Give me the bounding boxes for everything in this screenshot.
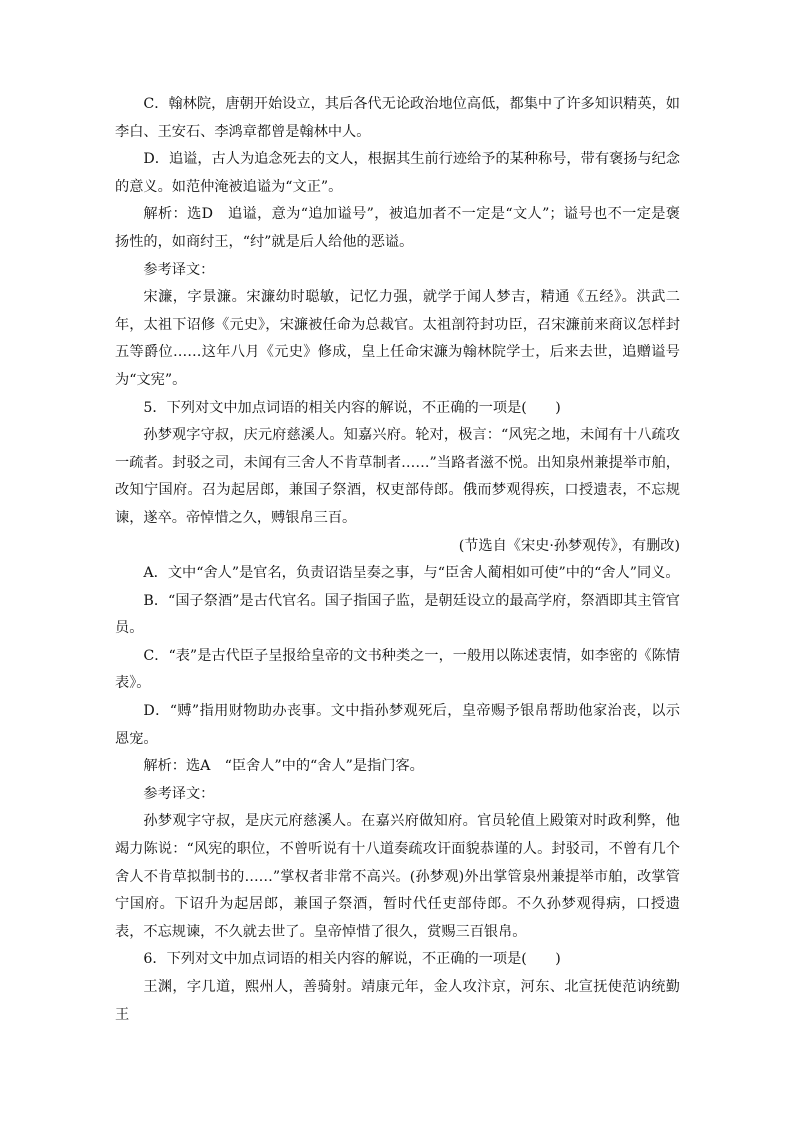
option-c: C．“表”是古代臣子呈报给皇帝的文书种类之一，一般用以陈述衷情，如李密的《陈情表》。 [115, 647, 680, 692]
document-body [115, 91, 680, 1029]
option-c-hanlin: C．翰林院，唐朝开始设立，其后各代无论政治地位高低，都集中了许多知识精英，如李白、王安石、李鸿章都曾是翰林中人。 [115, 96, 680, 140]
option-a: A．文中“舍人”是官名，负责诏诰呈奏之事，与“臣舍人蔺相如可使”中的“舍人”同义。 [143, 565, 680, 582]
translation-paragraph: 孙梦观字守叔，是庆元府慈溪人。在嘉兴府做知府。官员轮值上殿策对时政利弊，他竭力陈说：“风宪的职位，不曾听说有十八道奏疏攻讦面貌恭谨的人。封驳司，不曾有几个舍人不肯草拟制书的……”掌权者非常不高兴。(孙梦观)外出掌管泉州兼提举市舶，改掌管宁国府。下诏升为起居郎，兼国子祭酒，暂时代任吏部侍郎。不久孙梦观得病，口授遗表，不忘规谏，不久就去世了。皇帝悼惜了很久，赏赐三百银帛。 [115, 813, 680, 940]
passage-source: (节选自《宋史·孙梦观传》，有删改) [458, 537, 680, 554]
translation-paragraph: 宋濂，字景濂。宋濂幼时聪敏，记忆力强，就学于闻人梦吉，精通《五经》。洪武二年，太祖下诏修《元史》，宋濂被任命为总裁官。太祖剖符封功臣，召宋濂前来商议怎样封五等爵位……这年八月《元史》修成，皇上任命宋濂为翰林院学士，后来去世，追赠谥号为“文宪”。 [115, 289, 680, 388]
analysis-paragraph: 解析：选D 追谥，意为“追加谥号”，被追加者不一定是“文人”；谥号也不一定是褒扬性的，如商纣王，“纣”就是后人给他的恶谥。 [115, 206, 680, 250]
reference-translation-heading: 参考译文： [143, 785, 215, 802]
passage-paragraph: 王渊，字几道，熙州人，善骑射。靖康元年，金人攻汴京，河东、北宣抚使范讷统勤王 [115, 979, 680, 1023]
option-d-zhuishi: D．追谥，古人为追念死去的文人，根据其生前行迹给予的某种称号，带有褒扬与纪念的意义。如范仲淹被追谥为“文正”。 [115, 151, 680, 195]
question-6: 6．下列对文中加点词语的相关内容的解说，不正确的一项是( ) [143, 951, 561, 968]
option-b: B．“国子祭酒”是古代官名。国子指国子监，是朝廷设立的最高学府，祭酒即其主管官员。 [115, 592, 680, 637]
option-d: D．“赙”指用财物助办丧事。文中指孙梦观死后，皇帝赐予银帛帮助他家治丧，以示恩宠。 [115, 703, 680, 747]
analysis-paragraph: 解析：选A “臣舍人”中的“舍人”是指门客。 [143, 758, 424, 775]
question-5: 5．下列对文中加点词语的相关内容的解说，不正确的一项是( ) [143, 399, 561, 416]
reference-translation-heading: 参考译文： [143, 261, 215, 278]
passage-paragraph: 孙梦观字守叔，庆元府慈溪人。知嘉兴府。轮对，极言：“风宪之地，未闻有十八疏攻一疏者。封驳之司，未闻有三舍人不肯草制者……”当路者滋不悦。出知泉州兼提举市舶，改知宁国府。召为起居郎，兼国子祭酒，权吏部侍郎。俄而梦观得疾，口授遗表，不忘规谏，遂卒。帝悼惜之久，赙银帛三百。 [115, 427, 680, 526]
